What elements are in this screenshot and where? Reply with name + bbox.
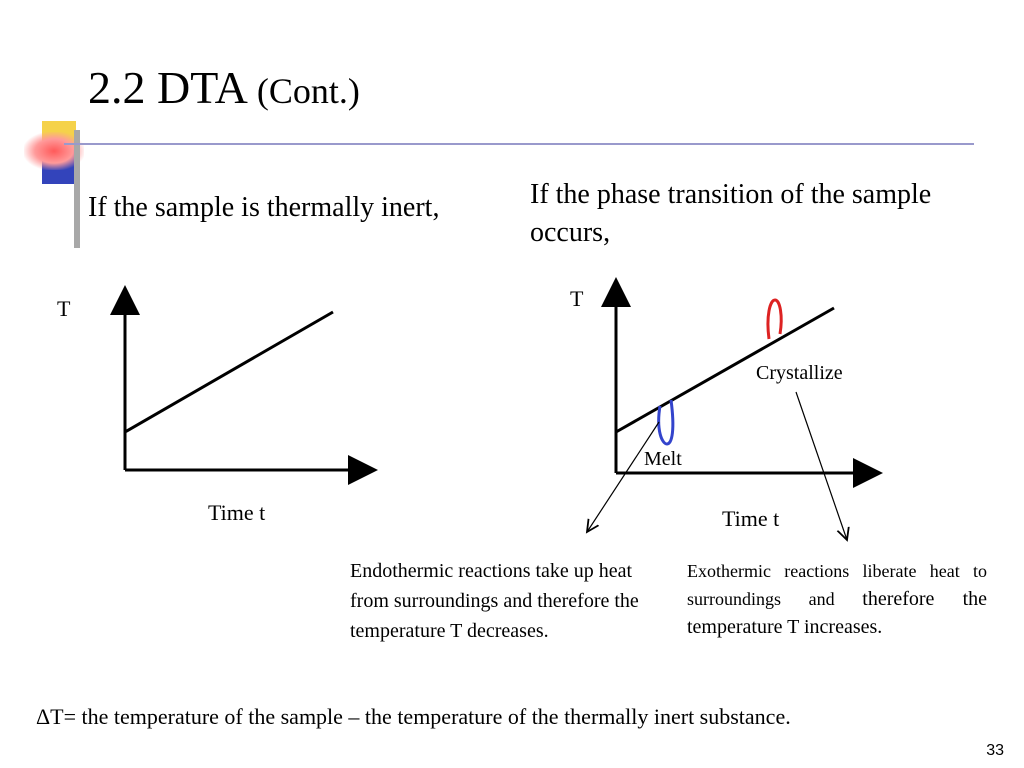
right-x-label: Time t xyxy=(722,506,780,531)
right-graph xyxy=(587,280,880,540)
left-caption: If the sample is thermally inert, xyxy=(88,192,440,223)
title-main: 2.2 DTA xyxy=(88,62,246,113)
left-temperature-line xyxy=(125,312,333,432)
crystallize-peak xyxy=(768,300,781,339)
slide-number: 33 xyxy=(986,742,1004,759)
right-caption: If the phase transition of the sample occurs, xyxy=(530,179,932,248)
left-y-label: T xyxy=(57,296,71,321)
exothermic-note-part2: therefore the temperature T increases. xyxy=(687,588,987,638)
title-sub: (Cont.) xyxy=(256,71,360,111)
delta-t-definition: ΔT= the temperature of the sample – the temperature of the thermally inert substance. xyxy=(36,704,791,729)
melt-peak xyxy=(659,400,673,444)
endothermic-note: Endothermic reactions take up heat from surroundings and therefore the temperature T decreases. xyxy=(350,560,639,642)
melt-pointer-arrow xyxy=(587,422,659,532)
right-y-label: T xyxy=(570,286,584,311)
exothermic-note xyxy=(687,557,987,641)
crystallize-pointer-arrow xyxy=(796,392,847,540)
left-graph xyxy=(125,288,375,470)
melt-label: Melt xyxy=(644,448,682,470)
left-x-label: Time t xyxy=(208,500,266,525)
crystallize-label: Crystallize xyxy=(756,362,843,384)
exothermic-note-part1: Exothermic reactions liberate heat to surroundings and xyxy=(687,561,987,609)
